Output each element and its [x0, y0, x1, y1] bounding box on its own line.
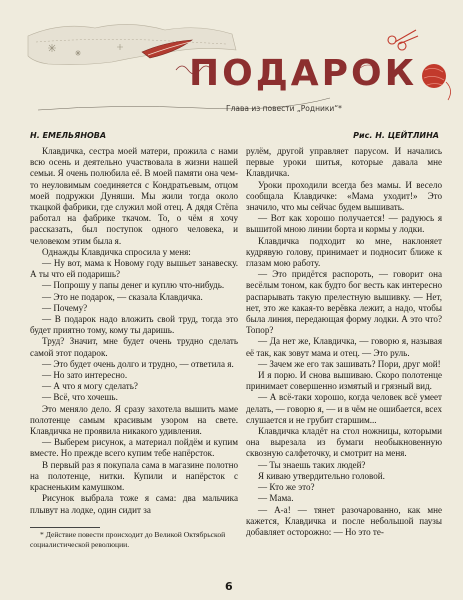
text-column-right [246, 146, 442, 538]
paragraph: — А что я могу сделать? [42, 381, 138, 392]
paragraph: Уроки проходили всегда без мамы. И весело сообщала Клавдичке: «Мама уходит!» Это значило, что мы сейчас будем вышивать. [246, 179, 442, 213]
paragraph: — А-а! — тянет разочарованно, как мне кажется, Клавдичка и после небольшой паузы добавляет осторожно: — Но это те- [246, 504, 442, 537]
paragraph: Клавдичка подходит ко мне, наклоняет кудрявую голову, принимает и подносит ближе к глазам мою работу. [246, 235, 442, 269]
paragraph: — Зачем же его так зашивать? Пори, друг мой! [258, 358, 441, 369]
paragraph: — Выберем рисунок, а материал пойдём и купим вместе. Но прежде всего купим тебе напёрсток. [30, 437, 238, 459]
paragraph: И я порю. И снова вышиваю. Скоро полотенце принимает совершенно измятый и грязный вид. [246, 370, 442, 392]
paragraph: Однажды Клавдичка спросила у меня: [42, 246, 191, 257]
paragraph: — А всё-таки хорошо, когда человек всё умеет делать, — говорю я, — и в чём не ошибается, всех слушается и не грубит старшим... [246, 392, 442, 425]
scissors-icon [388, 30, 418, 50]
author-credit: Н. ЕМЕЛЬЯНОВА [30, 131, 107, 140]
header [0, 0, 463, 128]
paragraph: — Но зато интересно. [42, 370, 128, 381]
paragraph: — Почему? [42, 302, 88, 313]
paragraph: Рисунок выбрала тоже я сама: два мальчика плывут на лодке, один сидит за [30, 493, 238, 515]
article-subtitle: Глава из повести „Родники“* [226, 104, 342, 113]
paragraph: Клавдичка, сестра моей матери, прожила с нами всю осень и деятельно участвовала в жизни нашей семьи. Я очень полюбила её. В моей памяти она чем-то неуловимым соединяется с Кондратьевым, отцом моей подружки Дуняши. Мы жили тогда около ткацкой фабрики, где служил мой отец. А дядя Стёпа работал на фабрике ткачом. То, о чём я хочу рассказать, был поступок одного человека, и человеком этим была я. [30, 146, 238, 246]
footnote: * Действие повести происходит до Великой Октябрьской социалистической революции. [30, 530, 226, 549]
paragraph: — Это не подарок, — сказала Клавдичка. [42, 291, 203, 302]
paragraph: — Ты знаешь таких людей? [258, 459, 366, 470]
paragraph: — Кто же это? [258, 482, 315, 493]
article-title: ПОДАРОК [189, 53, 418, 94]
paragraph: В первый раз я покупала сама в магазине полотно на полотенце, нитки. Купили и напёрсток с красненьким камушком. [30, 459, 238, 493]
paragraph: Я киваю утвердительно головой. [258, 470, 385, 481]
paragraph: Труд? Значит, мне будет очень трудно сделать самой этот подарок. [30, 336, 238, 358]
paragraph: — Всё, что хочешь. [42, 392, 118, 403]
paragraph: — Это будет очень долго и трудно, — ответила я. [42, 358, 234, 369]
paragraph: — Мама. [258, 493, 294, 504]
paragraph: — Это придётся распороть, — говорит она весёлым тоном, как будто бог весть как интересно распарывать такую прелестную вышивку. — Нет, нет, это же какая-то верёвка лежит, а надо, чтобы была линия, передающая форму лодки. А это что? Топор? [246, 269, 442, 336]
text-column-left [30, 146, 238, 516]
footnote-divider [30, 527, 100, 528]
illustrator-credit: Рис. Н. ЦЕЙТЛИНА [353, 131, 439, 140]
paragraph: — Да нет же, Клавдичка, — говорю я, называя её так, как зовут мама и отец. — Это руль. [246, 336, 442, 358]
paragraph: Клавдичка кладёт на стол ножницы, которыми она вырезала из бумаги необыкновенную сквозную салфеточку, и смотрит на меня. [246, 426, 442, 459]
page-number: 6 [225, 580, 233, 593]
paragraph: — В подарок надо вложить свой труд, тогда это будет приятно тому, кому ты даришь. [30, 314, 238, 336]
yarn-ball-icon [422, 64, 451, 100]
paragraph: Это меняло дело. Я сразу захотела вышить маме полотенце самым красивым узором на свете. Клавдичка не проявила никакого удивления. [30, 403, 238, 437]
paragraph: рулём, другой управляет парусом. И начались первые уроки шитья, которые давала мне Клавдичка. [246, 146, 442, 179]
paragraph: — Попрошу у папы денег и куплю что-нибудь. [42, 280, 225, 291]
paragraph: — Вот как хорошо получается! — радуюсь я вышитой мною линии борта и кормы у лодки. [246, 213, 442, 235]
paragraph: — Ну вот, мама к Новому году вышьет занавеску. А ты что ей подаришь? [30, 258, 238, 280]
